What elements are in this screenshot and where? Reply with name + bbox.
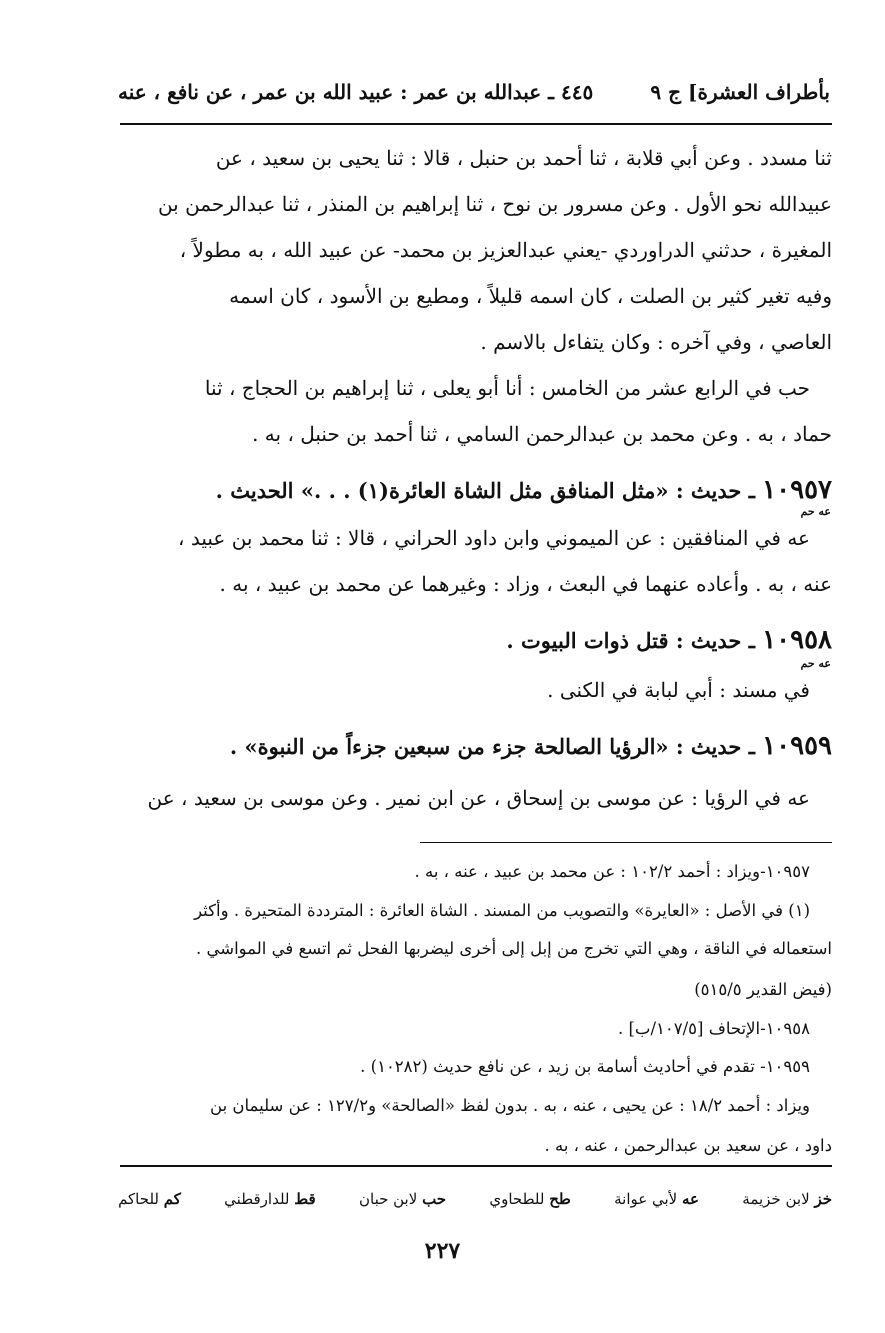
abbreviation-name: لابن حبان <box>358 1190 418 1208</box>
body-line: عبيدالله نحو الأول . وعن مسرور بن نوح ، ثنا إبراهيم بن المنذر ، ثنا عبدالرحمن بن <box>157 192 832 216</box>
hadith-heading <box>120 472 832 508</box>
footnote-line: داود ، عن سعيد بن عبدالرحمن ، عنه ، به . <box>544 1136 832 1155</box>
body-line: عنه ، به . وأعاده عنهما في البعث ، وزاد : وغيرهما عن محمد بن عبيد ، به . <box>219 572 832 596</box>
abbreviation-name: لابن خزيمة <box>742 1190 810 1208</box>
footnote-line: (١) في الأصل : «العايرة» والتصويب من المسند . الشاة العائرة : المترددة المتحيرة . وأكثر <box>194 901 810 920</box>
abbreviation-item <box>224 1190 316 1208</box>
abbreviation-item <box>359 1190 446 1208</box>
hadith-number: ١٠٩٥٩ <box>762 731 832 761</box>
source-sigla: عه حم <box>800 657 831 670</box>
abbreviation-item <box>118 1190 181 1208</box>
abbreviation-code: خز <box>814 1190 832 1208</box>
body-line: عه في المنافقين : عن الميموني وابن داود الحراني ، قالا : ثنا محمد بن عبيد ، <box>178 526 810 550</box>
abbreviation-code: طح <box>549 1190 571 1208</box>
abbreviation-item <box>742 1190 832 1208</box>
body-line: حماد ، به . وعن محمد بن عبدالرحمن السامي ، ثنا أحمد بن حنبل ، به . <box>252 422 832 446</box>
hadith-heading <box>120 728 832 764</box>
abbreviation-code: قط <box>294 1190 316 1208</box>
footnote-separator <box>420 842 832 843</box>
abbreviation-code: كم <box>163 1190 181 1208</box>
running-head-chapter: ٤٤٥ ـ عبدالله بن عمر : عبيد الله بن عمر ، عن نافع ، عنه <box>118 80 594 104</box>
hadith-title: ـ حديث : «الرؤيا الصالحة جزء من سبعين جزءاً من النبوة» . <box>229 734 755 759</box>
footnote-line: ١٠٩٥٨-الإتحاف [١٠٧/٥/ب] . <box>618 1019 810 1038</box>
body-line: عه في الرؤيا : عن موسى بن إسحاق ، عن ابن نمير . وعن موسى بن سعيد ، عن <box>147 786 810 810</box>
abbreviation-name: للحاكم <box>118 1190 159 1208</box>
running-head-book-title: بأطراف العشرة] ج ٩ <box>650 80 830 104</box>
hadith-number: ١٠٩٥٨ <box>762 625 832 655</box>
header-rule <box>120 123 832 125</box>
abbreviation-rule <box>120 1165 832 1167</box>
footnote-line: ١٠٩٥٧-ويزاد : أحمد ١٠٢/٢ : عن محمد بن عبيد ، عنه ، به . <box>414 862 810 881</box>
body-line: حب في الرابع عشر من الخامس : أنا أبو يعلى ، ثنا إبراهيم بن الحجاج ، ثنا <box>204 376 810 400</box>
source-sigla: عه حم <box>800 505 831 518</box>
footnote-line: ١٠٩٥٩- تقدم في أحاديث أسامة بن زيد ، عن نافع حديث (١٠٢٨٢) . <box>360 1057 810 1076</box>
body-line: المغيرة ، حدثني الدراوردي -يعني عبدالعزيز بن محمد- عن عبيد الله ، به مطولاً ، <box>179 238 832 262</box>
abbreviation-item <box>489 1190 570 1208</box>
body-line: وفيه تغير كثير بن الصلت ، كان اسمه قليلاً ، ومطيع بن الأسود ، كان اسمه <box>229 284 832 308</box>
abbreviation-name: للطحاوي <box>489 1190 545 1208</box>
body-line: ثنا مسدد . وعن أبي قلابة ، ثنا أحمد بن حنبل ، قالا : ثنا يحيى بن سعيد ، عن <box>215 146 832 170</box>
footnote-line: (فيض القدير ٥١٥/٥) <box>694 980 832 999</box>
abbreviation-code: عه <box>682 1190 700 1208</box>
abbreviation-item <box>614 1190 699 1208</box>
body-line: العاصي ، وفي آخره : وكان يتفاءل بالاسم . <box>480 330 832 354</box>
hadith-number: ١٠٩٥٧ <box>762 475 832 505</box>
hadith-title: ـ حديث : قتل ذوات البيوت . <box>506 628 755 653</box>
hadith-heading <box>120 622 832 658</box>
page-number: ٢٢٧ <box>424 1238 461 1264</box>
abbreviation-key <box>118 1184 832 1214</box>
running-head <box>118 74 830 110</box>
abbreviation-name: لأبي عوانة <box>614 1190 678 1208</box>
abbreviation-code: حب <box>422 1190 447 1208</box>
hadith-title: ـ حديث : «مثل المنافق مثل الشاة العائرة(١) . . .» الحديث . <box>215 478 755 503</box>
body-line: في مسند : أبي لبابة في الكنى . <box>547 678 810 702</box>
footnote-line: ويزاد : أحمد ١٨/٢ : عن يحيى ، عنه ، به . بدون لفظ «الصالحة» و١٢٧/٢ : عن سليمان بن <box>210 1096 810 1115</box>
abbreviation-name: للدارقطني <box>224 1190 290 1208</box>
footnote-line: استعماله في الناقة ، وهي التي تخرج من إبل إلى أخرى ليضربها الفحل ثم اتسع في المواشي . <box>196 939 832 958</box>
